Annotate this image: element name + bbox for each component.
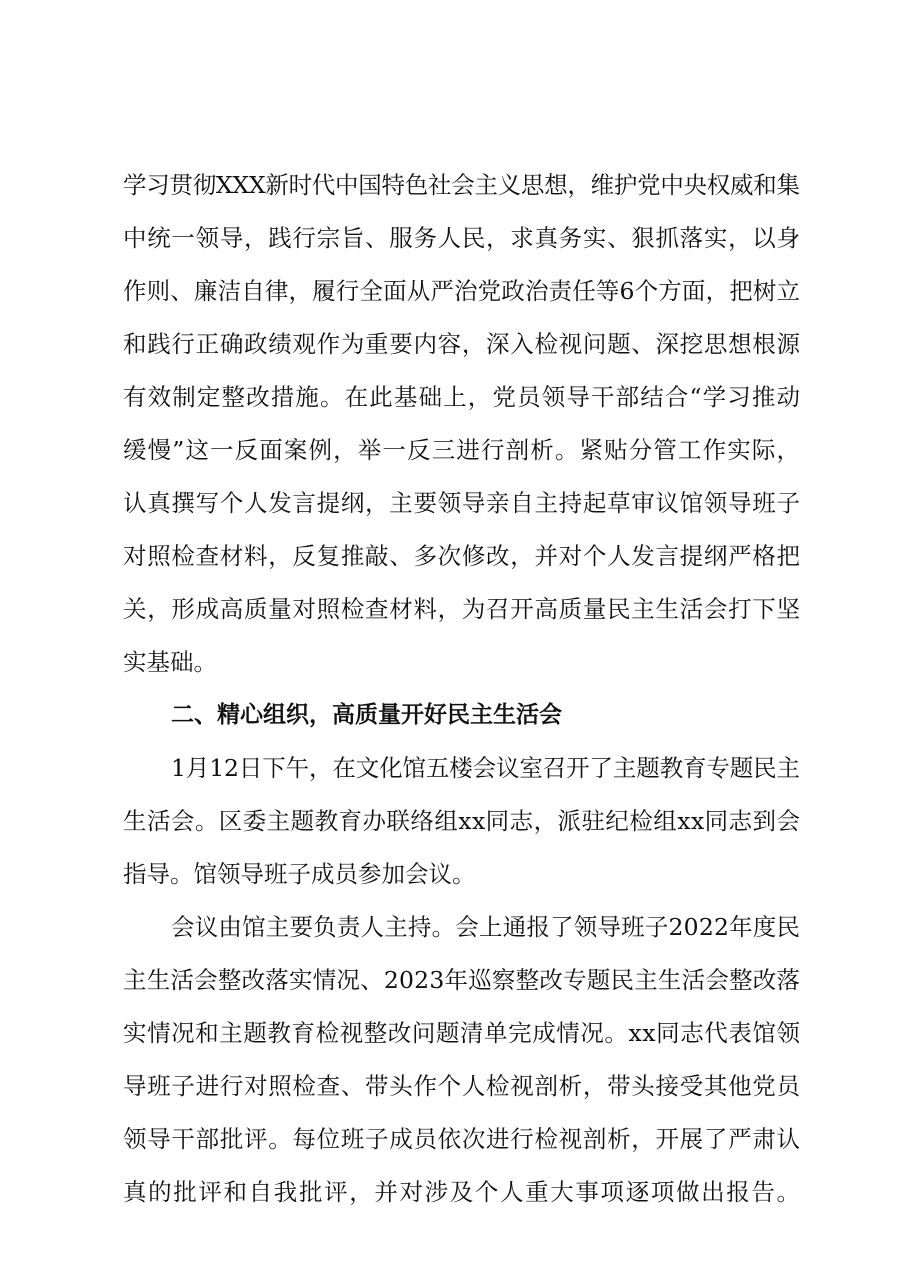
paragraph-3-line xyxy=(0,960,909,1000)
text-line: 实基础。 xyxy=(123,648,217,676)
paragraph-1-line xyxy=(0,271,909,311)
text-line: 1月12日下午，在文化馆五楼会议室召开了主题教育专题民主 xyxy=(171,754,800,782)
heading-text: 二、精心组织，高质量开好民主生活会 xyxy=(171,702,562,728)
paragraph-1-line xyxy=(0,483,909,523)
paragraph-3-line xyxy=(0,1119,909,1159)
paragraph-3-line xyxy=(0,1013,909,1053)
paragraph-3-line xyxy=(0,1066,909,1106)
section-heading xyxy=(0,695,909,735)
text-line: 指导。馆领导班子成员参加会议。 xyxy=(123,860,476,888)
text-line: 缓慢”这一反面案例，举一反三进行剖析。紧贴分管工作实际， xyxy=(123,436,802,464)
text-line: 主生活会整改落实情况、2023年巡察整改专题民主生活会整改落 xyxy=(123,966,801,994)
paragraph-1-line xyxy=(0,589,909,629)
text-line: 导班子进行对照检查、带头作个人检视剖析，带头接受其他党员 xyxy=(123,1072,801,1100)
paragraph-1-line xyxy=(0,218,909,258)
text-line: 有效制定整改措施。在此基础上，党员领导干部结合“学习推动 xyxy=(123,383,802,411)
paragraph-3-line xyxy=(0,907,909,947)
text-line: 真的批评和自我批评，并对涉及个人重大事项逐项做出报告。 xyxy=(123,1178,802,1206)
text-line: 和践行正确政绩观作为重要内容，深入检视问题、深挖思想根源 xyxy=(123,330,801,358)
paragraph-2-line xyxy=(0,854,909,894)
text-line: 学习贯彻XXX新时代中国特色社会主义思想，维护党中央权威和集 xyxy=(123,171,800,199)
paragraph-3-line xyxy=(0,1172,909,1212)
text-line: 会议由馆主要负责人主持。会上通报了领导班子2022年度民 xyxy=(171,913,801,941)
text-line: 中统一领导，践行宗旨、服务人民，求真务实、狠抓落实，以身 xyxy=(123,224,801,252)
text-line: 对照检查材料，反复推敲、多次修改，并对个人发言提纲严格把 xyxy=(123,542,801,570)
text-line: 生活会。区委主题教育办联络组xx同志，派驻纪检组xx同志到会 xyxy=(123,807,801,835)
paragraph-1-line xyxy=(0,536,909,576)
paragraph-1-line xyxy=(0,377,909,417)
text-line: 作则、廉洁自律，履行全面从严治党政治责任等6个方面，把树立 xyxy=(123,277,801,305)
paragraph-2-line xyxy=(0,801,909,841)
text-line: 领导干部批评。每位班子成员依次进行检视剖析，开展了严肃认 xyxy=(123,1125,801,1153)
text-line: 关，形成高质量对照检查材料，为召开高质量民主生活会打下坚 xyxy=(123,595,801,623)
text-line: 实情况和主题教育检视整改问题清单完成情况。xx同志代表馆领 xyxy=(123,1019,801,1047)
paragraph-1-line xyxy=(0,430,909,470)
paragraph-1-line xyxy=(0,642,909,682)
paragraph-2-line xyxy=(0,748,909,788)
paragraph-1-line xyxy=(0,324,909,364)
text-line: 认真撰写个人发言提纲，主要领导亲自主持起草审议馆领导班子 xyxy=(123,489,801,517)
paragraph-1-line xyxy=(0,165,909,205)
